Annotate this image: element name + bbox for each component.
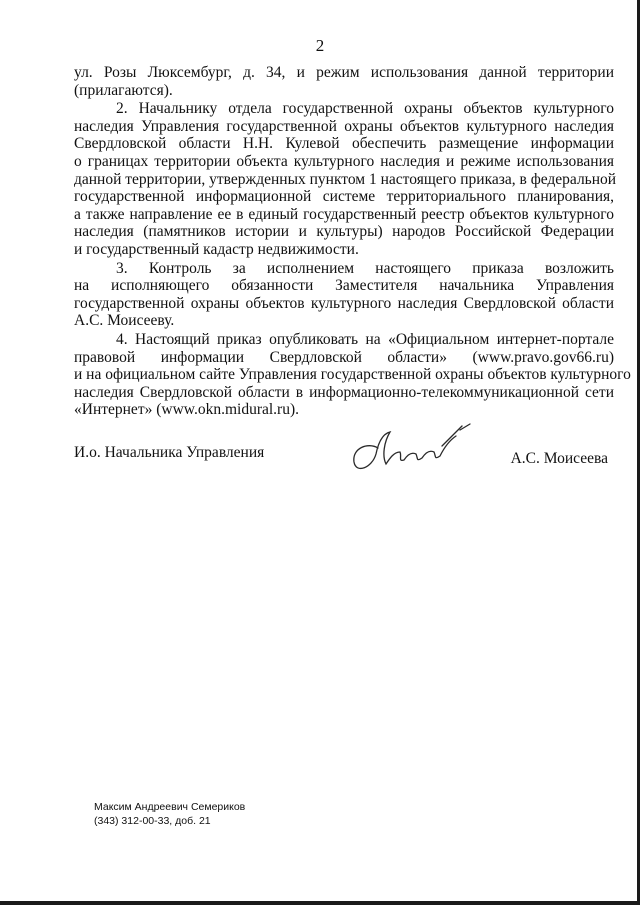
paragraph-p2 xyxy=(74,100,617,258)
text-line: наследия (памятников истории и культуры) народов Российской Федерации xyxy=(74,223,614,241)
paragraph-p1 xyxy=(74,64,614,99)
text-line: «Интернет» (www.okn.midural.ru). xyxy=(74,401,299,419)
contact-name: Максим Андреевич Семериков xyxy=(94,801,246,813)
contact-info xyxy=(94,801,245,828)
document-body xyxy=(74,64,631,420)
text-line: (прилагаются). xyxy=(74,81,173,99)
signatory-name: А.С. Моисеева xyxy=(510,450,608,467)
text-line: данной территории, утвержденных пунктом 1 настоящего приказа, в федеральной xyxy=(74,170,617,188)
text-line: 3. Контроль за исполнением настоящего приказа возложить xyxy=(116,259,614,277)
text-line: Свердловской области Н.Н. Кулевой обеспечить размещение информации xyxy=(74,135,614,153)
text-line: 4. Настоящий приказ опубликовать на «Официальном интернет-портале xyxy=(116,330,614,348)
text-line: государственной информационной системе территориального планирования, xyxy=(74,188,614,206)
text-line: о границах территории объекта культурного наследия и режиме использования xyxy=(74,152,614,170)
text-line: А.С. Моисееву. xyxy=(74,312,175,330)
page-number: 2 xyxy=(315,36,325,55)
text-line: правовой информации Свердловской области» (www.pravo.gov66.ru) xyxy=(74,348,614,366)
handwritten-signature xyxy=(338,418,538,482)
text-line: на исполняющего обязанности Заместителя начальника Управления xyxy=(74,277,614,295)
paragraph-p4 xyxy=(74,330,631,419)
text-line: ул. Розы Люксембург, д. 34, и режим использования данной территории xyxy=(74,64,614,81)
text-line: наследия Управления государственной охраны объектов культурного наследия xyxy=(74,117,614,135)
signature-block xyxy=(74,444,614,484)
contact-phone: (343) 312-00-33, доб. 21 xyxy=(94,814,211,827)
text-line: наследия Свердловской области в информационно-телекоммуникационной сети xyxy=(74,383,614,401)
text-line: а также направление ее в единый государственный реестр объектов культурного xyxy=(74,205,614,223)
text-line: 2. Начальнику отдела государственной охраны объектов культурного xyxy=(116,100,614,118)
paragraph-p3 xyxy=(74,260,614,330)
signatory-title: И.о. Начальника Управления xyxy=(74,444,265,461)
text-line: и на официальном сайте Управления государственной охраны объектов культурного xyxy=(74,366,631,384)
text-line: государственной охраны объектов культурного наследия Свердловской области xyxy=(74,294,614,312)
text-line: и государственный кадастр недвижимости. xyxy=(74,240,359,258)
